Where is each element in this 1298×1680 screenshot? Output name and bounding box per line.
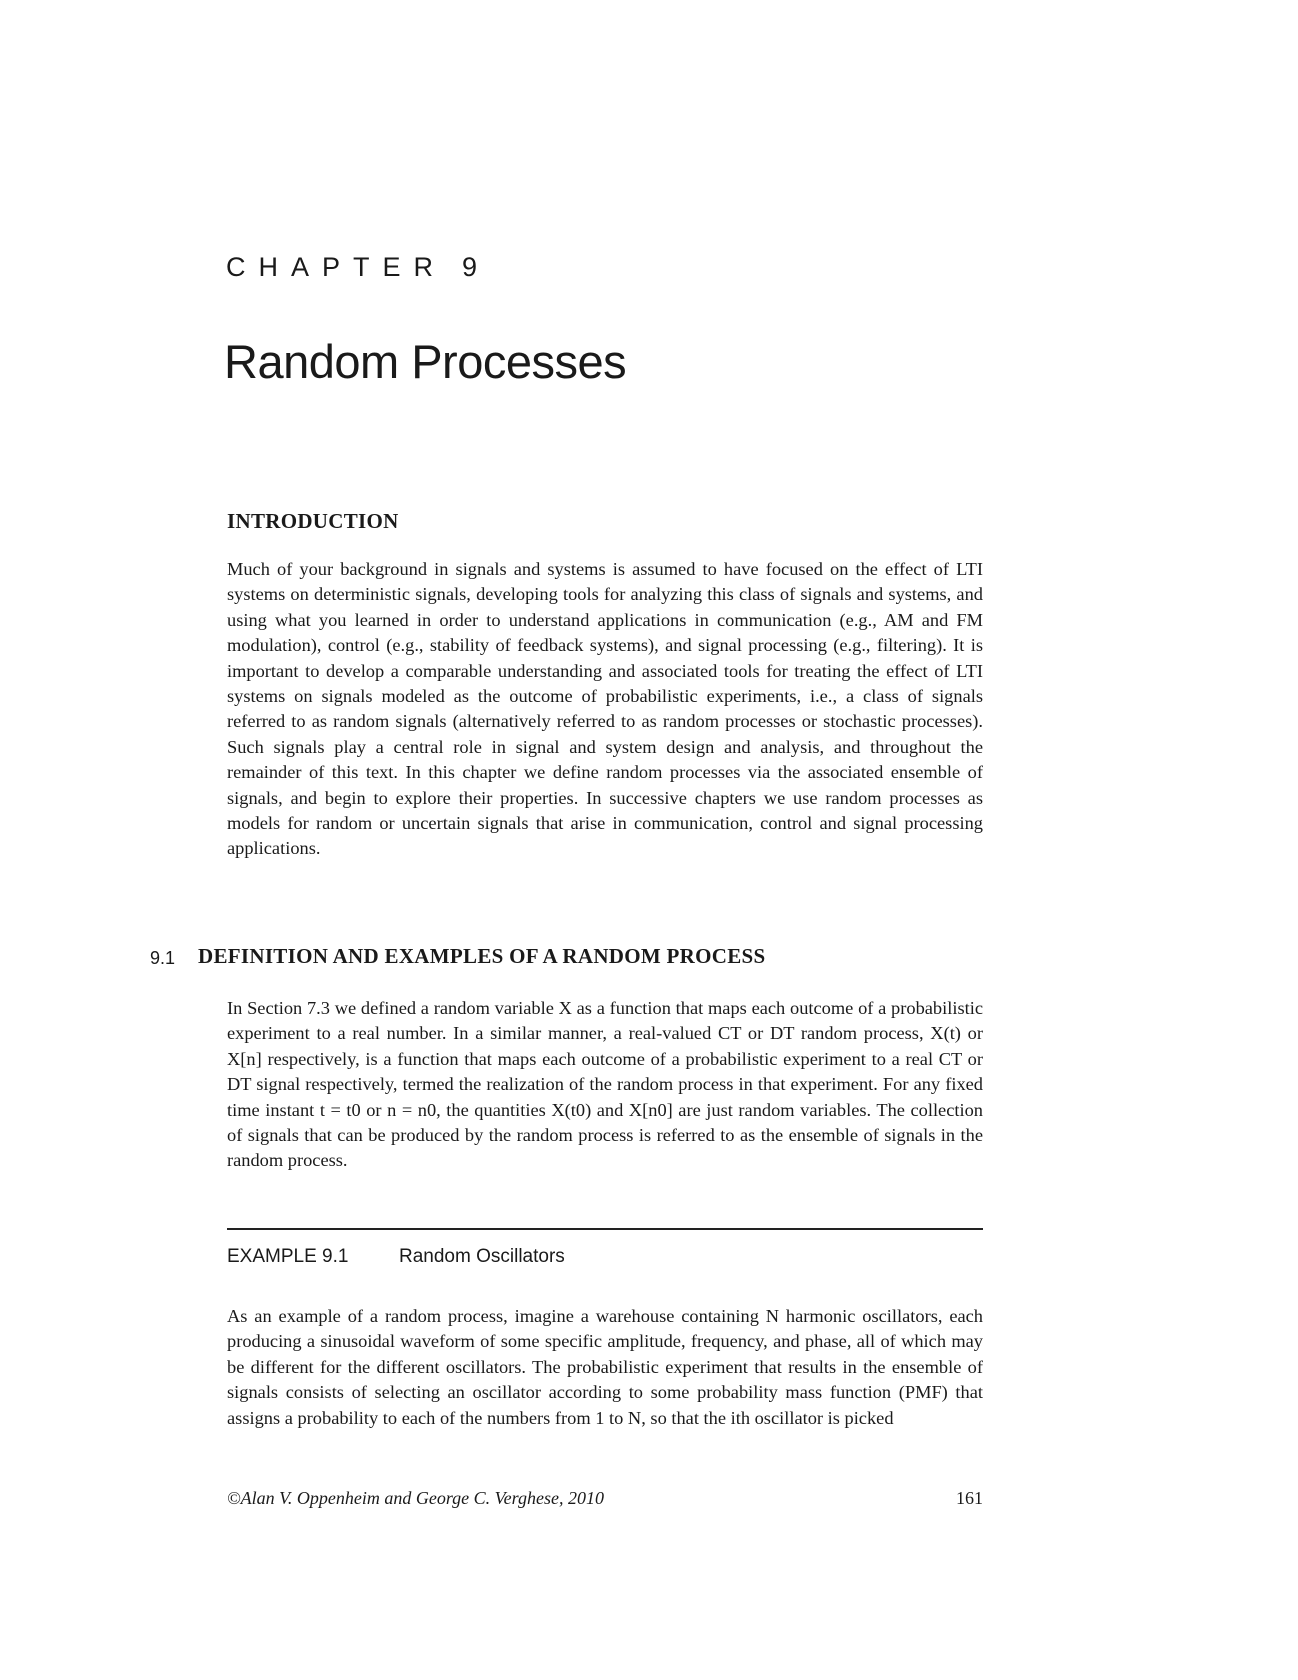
introduction-heading: INTRODUCTION <box>227 509 399 533</box>
page-number: 161 <box>956 1488 983 1508</box>
chapter-word: CHAPTER <box>226 252 447 282</box>
section-heading: DEFINITION AND EXAMPLES OF A RANDOM PROCESS <box>198 944 766 968</box>
example-title: Random Oscillators <box>399 1246 565 1267</box>
example-paragraph: As an example of a random process, imagine a warehouse containing N harmonic oscillators, each producing a sinusoidal waveform of some specific amplitude, frequency, and phase, all of which may be different for the different oscillators. The probabilistic experiment that results in the ensemble of signals consists of selecting an oscillator according to some probability mass function (PMF) that assigns a probability to each of the numbers from 1 to N, so that the ith oscillator is picked <box>227 1306 983 1428</box>
definition-paragraph: In Section 7.3 we defined a random variable X as a function that maps each outcome of a probabilistic experiment to a real number. In a similar manner, a real-valued CT or DT random process, X(t) or X[n] respectively, is a function that maps each outcome of a probabilistic experiment to a real CT or DT signal respectively, termed the realization of the random process in that experiment. For any fixed time instant t = t0 or n = n0, the quantities X(t0) and X[n0] are just random variables. The collection of signals that can be produced by the random process is referred to as the ensemble of signals in the random process. <box>227 998 983 1171</box>
example-label: EXAMPLE 9.1 <box>227 1246 349 1267</box>
section-number: 9.1 <box>150 948 176 968</box>
chapter-number: 9 <box>462 252 491 282</box>
footer-copyright: ©Alan V. Oppenheim and George C. Verghese, 2010 <box>227 1488 604 1508</box>
example-divider <box>227 1228 983 1230</box>
chapter-title: Random Processes <box>224 335 627 388</box>
chapter-label <box>226 252 490 283</box>
introduction-paragraph: Much of your background in signals and systems is assumed to have focused on the effect of LTI systems on deterministic signals, developing tools for analyzing this class of signals and systems, and using what you learned in order to understand applications in communication (e.g., AM and FM modulation), control (e.g., stability of feedback systems), and signal processing (e.g., filtering). It is important to develop a comparable understanding and associated tools for treating the effect of LTI systems on signals modeled as the outcome of probabilistic experiments, i.e., a class of signals referred to as random signals (alternatively referred to as random processes or stochastic processes). Such signals play a central role in signal and system design and analysis, and throughout the remainder of this text. In this chapter we define random processes via the associated ensemble of signals, and begin to explore their properties. In successive chapters we use random processes as models for random or uncertain signals that arise in communication, control and signal processing applications. <box>227 559 983 859</box>
